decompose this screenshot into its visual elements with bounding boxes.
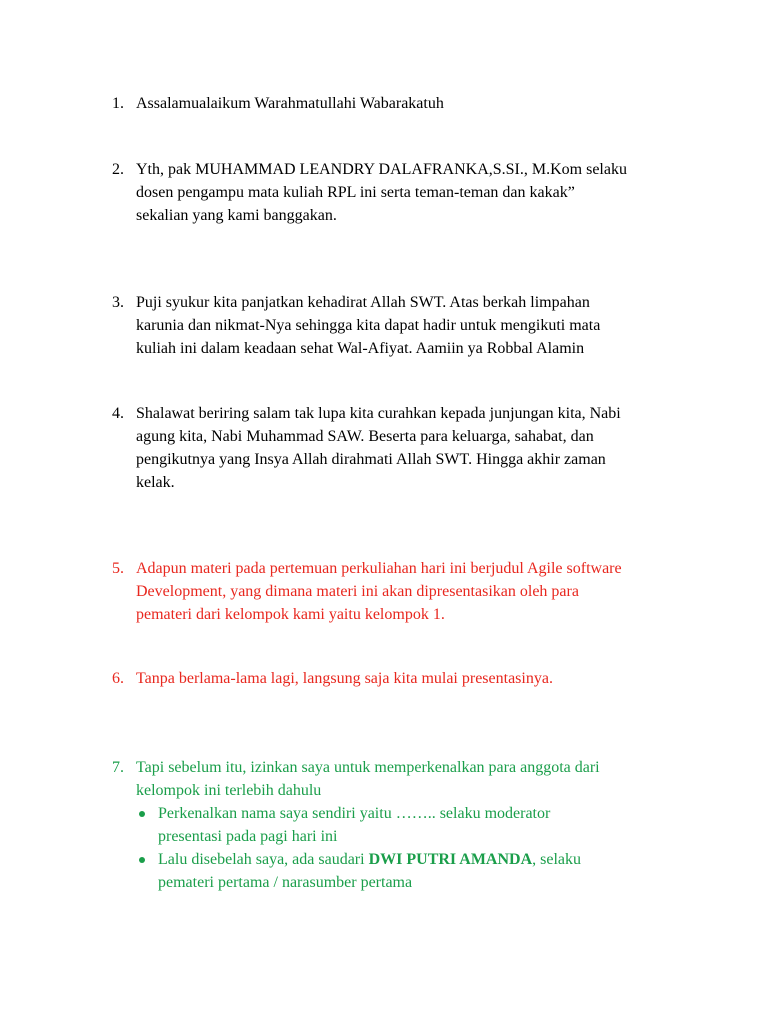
text-line: Yth, pak MUHAMMAD LEANDRY DALAFRANKA,S.SI., M.Kom selaku [136, 161, 627, 178]
item-text [136, 756, 692, 802]
text-line: kelompok ini terlebih dahulu [136, 782, 322, 799]
text-line: dosen pengampu mata kuliah RPL ini serta teman-teman dan kakak” [136, 184, 575, 201]
list-item-7 [112, 756, 692, 894]
text-line: Adapun materi pada pertemuan perkuliahan hari ini berjudul Agile software [136, 560, 622, 577]
item-text [136, 158, 692, 227]
text-line: Tapi sebelum itu, izinkan saya untuk memperkenalkan para anggota dari [136, 759, 600, 776]
bullet-item-first-speaker [136, 848, 692, 894]
item-number: 6. [112, 670, 124, 687]
list-item-2 [112, 158, 692, 227]
text-segment: , selaku [532, 851, 582, 868]
text-line: sekalian yang kami banggakan. [136, 207, 337, 224]
text-line: Development, yang dimana materi ini akan dipresentasikan oleh para [136, 583, 579, 600]
text-line: kuliah ini dalam keadaan sehat Wal-Afiyat. Aamiin ya Robbal Alamin [136, 340, 585, 357]
text-line [158, 848, 692, 871]
list-item-1 [112, 92, 692, 115]
list-item-3 [112, 291, 692, 360]
item-number: 1. [112, 95, 124, 112]
text-segment: Lalu disebelah saya, ada saudari [158, 851, 369, 868]
text-line: karunia dan nikmat-Nya sehingga kita dapat hadir untuk mengikuti mata [136, 317, 601, 334]
item-number: 4. [112, 405, 124, 422]
text-line: kelak. [136, 474, 175, 491]
item-number: 5. [112, 560, 124, 577]
text-line: Perkenalkan nama saya sendiri yaitu …….. selaku moderator [158, 805, 551, 822]
item-text: Assalamualaikum Warahmatullahi Wabarakatuh [136, 95, 444, 112]
item-number: 3. [112, 294, 124, 311]
item-text [136, 557, 692, 626]
bullet-dot-icon [139, 857, 145, 863]
speaker-name: DWI PUTRI AMANDA [368, 851, 533, 868]
text-line: pemateri pertama / narasumber pertama [158, 874, 413, 891]
item-number: 2. [112, 161, 124, 178]
text-line: Puji syukur kita panjatkan kehadirat Allah SWT. Atas berkah limpahan [136, 294, 590, 311]
text-line: Shalawat beriring salam tak lupa kita curahkan kepada junjungan kita, Nabi [136, 405, 621, 422]
bullet-item-moderator [136, 802, 692, 848]
list-item-6 [112, 667, 692, 690]
text-line: pemateri dari kelompok kami yaitu kelompok 1. [136, 606, 445, 623]
list-item-4 [112, 402, 692, 494]
item-text: Tanpa berlama-lama lagi, langsung saja kita mulai presentasinya. [136, 670, 553, 687]
text-line: presentasi pada pagi hari ini [158, 828, 338, 845]
item-number: 7. [112, 759, 124, 776]
item-text [136, 402, 692, 494]
list-item-5 [112, 557, 692, 626]
member-bullet-list [136, 802, 692, 894]
bullet-dot-icon [139, 811, 145, 817]
text-line: pengikutnya yang Insya Allah dirahmati Allah SWT. Hingga akhir zaman [136, 451, 606, 468]
text-line: agung kita, Nabi Muhammad SAW. Beserta para keluarga, sahabat, dan [136, 428, 594, 445]
item-text [136, 291, 692, 360]
